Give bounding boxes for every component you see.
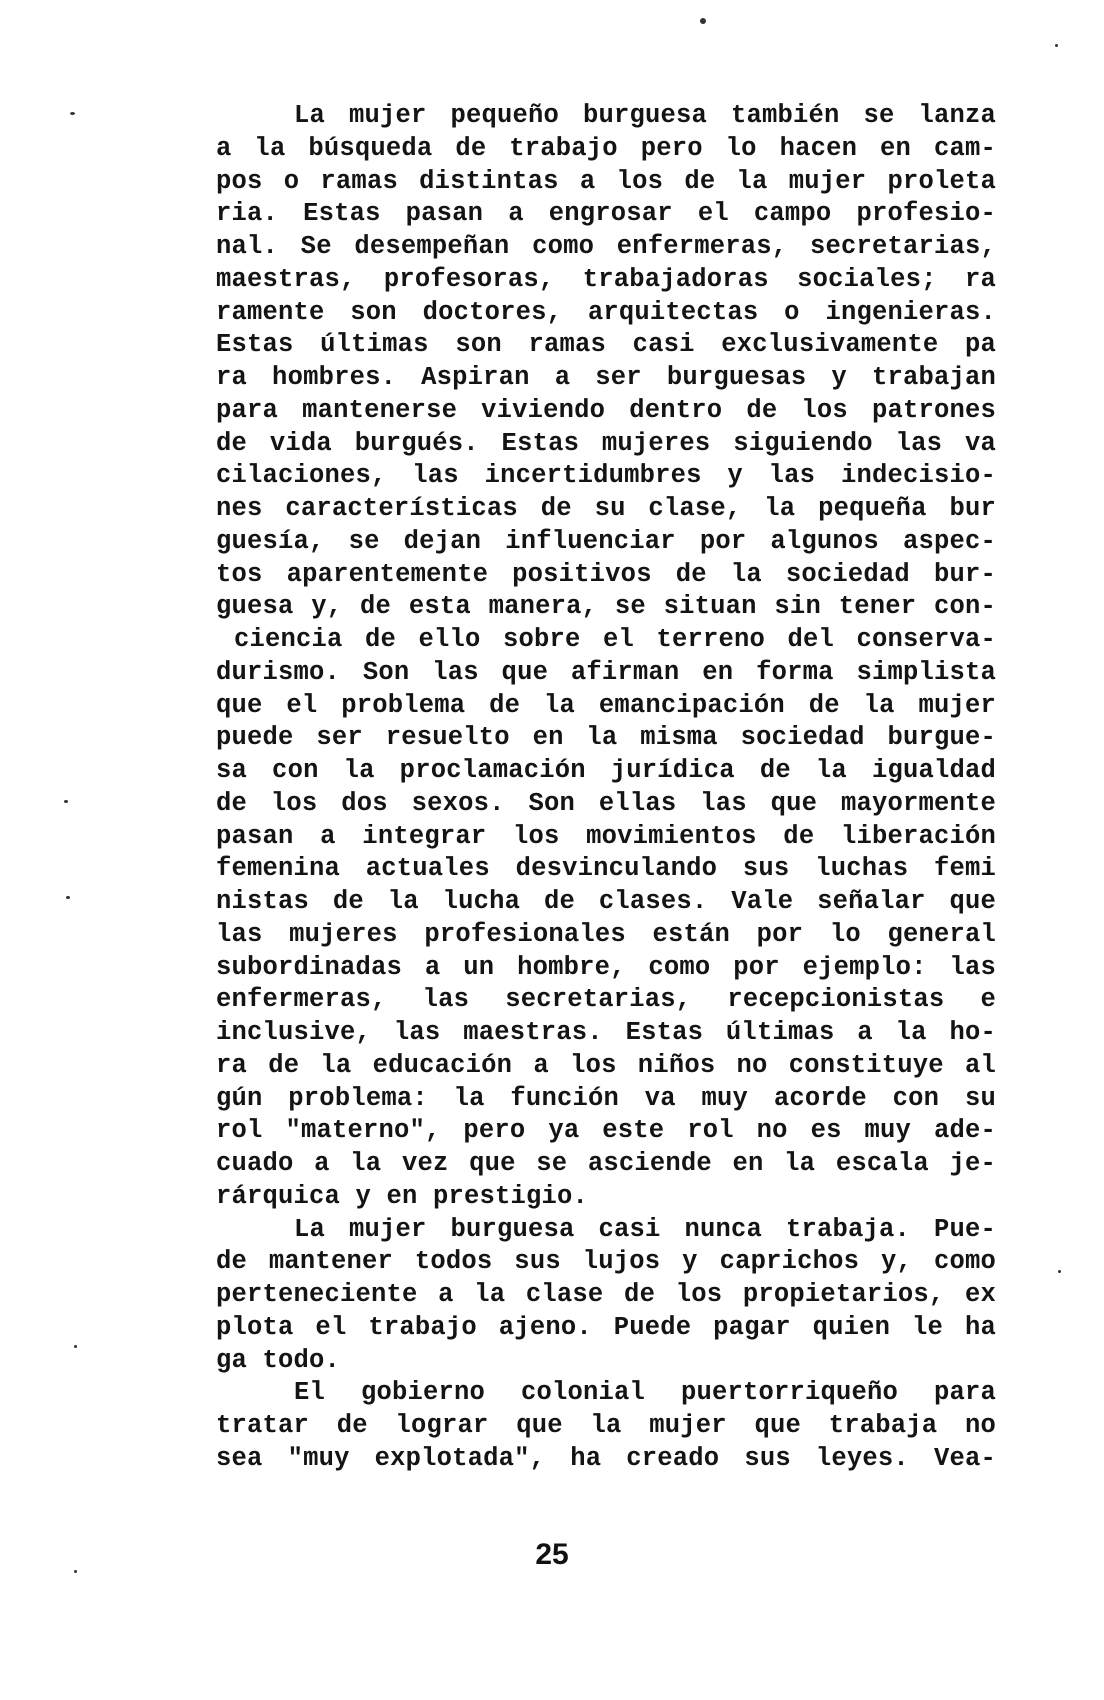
- text-line: sea "muy explotada", ha creado sus leyes. Vea-: [216, 1443, 996, 1473]
- scan-speck: [64, 800, 68, 803]
- text-line: gún problema: la función va muy acorde con su: [216, 1083, 996, 1113]
- text-line: durismo. Son las que afirman en forma simplista: [216, 657, 996, 687]
- scan-speck: [1058, 1270, 1061, 1273]
- text-line: ra de la educación a los niños no constituye al: [216, 1050, 996, 1080]
- text-line: pasan a integrar los movimientos de liberación: [216, 821, 996, 851]
- text-line: ramente son doctores, arquitectas o ingenieras.: [216, 297, 996, 327]
- text-line: cuado a la vez que se asciende en la escala je-: [216, 1149, 996, 1178]
- text-line: inclusive, las maestras. Estas últimas a la ho-: [216, 1018, 996, 1047]
- text-line: guesía, se dejan influenciar por algunos aspec-: [216, 526, 996, 556]
- text-line: femenina actuales desvinculando sus luchas femi: [216, 854, 996, 884]
- text-line: pos o ramas distintas a los de la mujer proleta: [216, 166, 996, 196]
- body-text: [216, 100, 996, 1476]
- text-line: plota el trabajo ajeno. Puede pagar quien le ha: [216, 1312, 996, 1342]
- text-line: tratar de lograr que la mujer que trabaja no: [216, 1411, 996, 1440]
- text-line: ria. Estas pasan a engrosar el campo profesio-: [216, 199, 996, 229]
- text-line: sa con la proclamación jurídica de la igualdad: [216, 756, 996, 785]
- text-line: que el problema de la emancipación de la mujer: [216, 690, 996, 720]
- text-line: subordinadas a un hombre, como por ejemplo: las: [216, 952, 996, 982]
- page-number: 25: [535, 1538, 569, 1571]
- scan-speck: [700, 18, 706, 24]
- text-line: para mantenerse viviendo dentro de los patrones: [216, 395, 996, 425]
- text-line: de mantener todos sus lujos y caprichos y, como: [216, 1247, 996, 1277]
- text-line: guesa y, de esta manera, se situan sin tener con-: [216, 592, 996, 622]
- text-line: enfermeras, las secretarias, recepcionistas e: [216, 985, 996, 1015]
- text-line: las mujeres profesionales están por lo general: [216, 919, 996, 949]
- text-line: La mujer burguesa casi nunca trabaja. Pue-: [294, 1214, 996, 1244]
- text-line: ciencia de ello sobre el terreno del conserva-: [234, 625, 996, 654]
- scan-speck: [70, 112, 75, 115]
- text-line: cilaciones, las incertidumbres y las indecisio-: [216, 461, 996, 491]
- text-line: perteneciente a la clase de los propietarios, ex: [216, 1280, 996, 1309]
- text-line: rol "materno", pero ya este rol no es muy ade-: [216, 1116, 996, 1146]
- text-line: nistas de la lucha de clases. Vale señalar que: [216, 887, 996, 916]
- scan-speck: [1055, 44, 1058, 47]
- scan-speck: [74, 1345, 77, 1348]
- text-line: Estas últimas son ramas casi exclusivamente pa: [216, 330, 996, 360]
- scan-speck: [74, 1570, 77, 1573]
- text-line: maestras, profesoras, trabajadoras sociales; ra: [216, 264, 996, 294]
- scan-speck: [66, 896, 70, 899]
- text-line: tos aparentemente positivos de la sociedad bur-: [216, 559, 996, 589]
- text-line: nes características de su clase, la pequeña bur: [216, 494, 996, 523]
- text-line: rárquica y en prestigio.: [216, 1181, 589, 1211]
- text-line: ra hombres. Aspiran a ser burguesas y trabajan: [216, 363, 996, 392]
- text-line: a la búsqueda de trabajo pero lo hacen en cam-: [216, 133, 996, 163]
- text-line: de los dos sexos. Son ellas las que mayormente: [216, 788, 996, 818]
- text-line: nal. Se desempeñan como enfermeras, secretarias,: [216, 232, 996, 261]
- text-line: puede ser resuelto en la misma sociedad burgue-: [216, 723, 996, 753]
- text-line: La mujer pequeño burguesa también se lanza: [294, 101, 996, 130]
- text-line: El gobierno colonial puertorriqueño para: [294, 1378, 996, 1408]
- text-line: de vida burgués. Estas mujeres siguiendo las va: [216, 428, 996, 458]
- text-line: ga todo.: [216, 1345, 341, 1375]
